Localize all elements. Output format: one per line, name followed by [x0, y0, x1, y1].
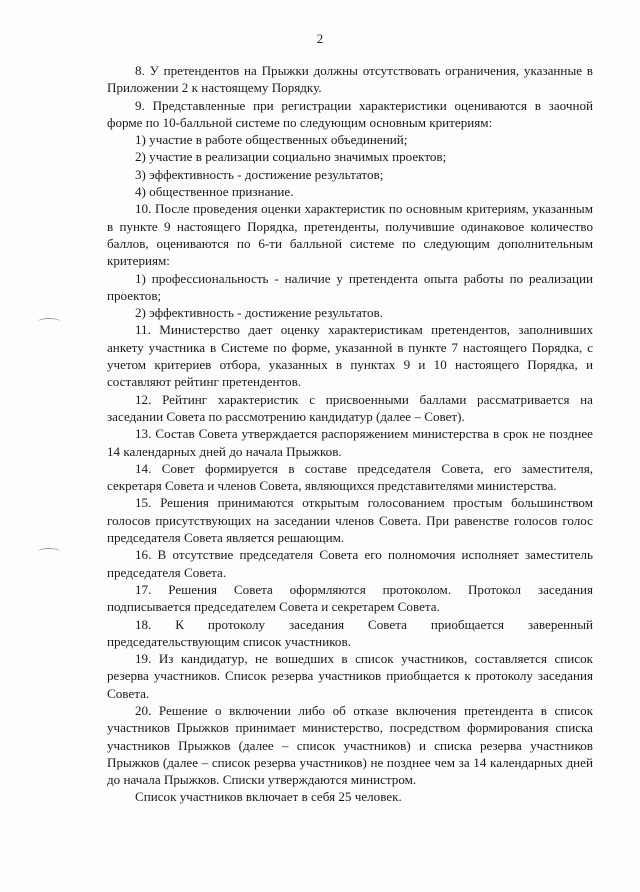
- paragraph-item-9: 9. Представленные при регистрации характеристики оцениваются в заочной форме по 10-балльной системе по следующим основным критериям:: [107, 97, 593, 130]
- criterion-1: 1) участие в работе общественных объединений;: [135, 132, 408, 148]
- criterion-2: 2) участие в реализации социально значимых проектов;: [135, 149, 447, 165]
- additional-criterion-1: 1) профессиональность - наличие у претендента опыта работы по реализации проектов;: [107, 270, 593, 303]
- paragraph-item-11: 11. Министерство дает оценку характеристикам претендентов, заполнивших анкету участника в Системе по форме, указанной в пункте 7 настоящего Порядка, с учетом критериев отбора, указанных в пунктах 9 и 10 настоящего Порядка, и составляют рейтинг претендентов.: [107, 322, 593, 390]
- page-number: 2: [316, 31, 324, 46]
- document-body: [107, 62, 593, 806]
- paragraph-item-18: 18. К протоколу заседания Совета приобщается заверенный председательствующим список участников.: [107, 616, 593, 649]
- paragraph-item-10: 10. После проведения оценки характеристик по основным критериям, указанным в пункте 9 настоящего Порядка, претенденты, получившие одинаковое количество баллов, оцениваются по 6-ти балльной системе по следующим дополнительным критериям:: [107, 201, 593, 269]
- paragraph-item-15: 15. Решения принимаются открытым голосованием простым большинством голосов присутствующих на заседании членов Совета. При равенстве голосов голос председателя Совета является решающим.: [107, 495, 593, 546]
- scan-artifact-mark: [38, 318, 60, 325]
- paragraph-item-12: 12. Рейтинг характеристик с присвоенными баллами рассматривается на заседании Совета по рассмотрению кандидатур (далее – Совет).: [107, 391, 593, 424]
- paragraph-item-8: 8. У претендентов на Прыжки должны отсутствовать ограничения, указанные в Приложении 2 к настоящему Порядку.: [107, 63, 593, 96]
- paragraph-item-14: 14. Совет формируется в составе председателя Совета, его заместителя, секретаря Совета и членов Совета, являющихся представителями министерства.: [107, 460, 593, 494]
- criterion-3: 3) эффективность - достижение результатов;: [135, 166, 384, 182]
- paragraph-item-13: 13. Состав Совета утверждается распоряжением министерства в срок не позднее 14 календарных дней до начала Прыжков.: [107, 426, 593, 459]
- paragraph-item-20: 20. Решение о включении либо об отказе включения претендента в список участников Прыжков принимает министерство, посредством формирования списка участников Прыжков (далее – список участников) и списка резерва участников Прыжков (далее – список резерва участников) не позднее чем за 14 календарных дней до начала Прыжков. Списки утверждаются министром.: [107, 702, 593, 788]
- participants-count-note: Список участников включает в себя 25 человек.: [135, 789, 402, 805]
- paragraph-item-16: 16. В отсутствие председателя Совета его полномочия исполняет заместитель председателя Совета.: [107, 547, 593, 580]
- scan-artifact-mark: [38, 548, 60, 555]
- additional-criterion-2: 2) эффективность - достижение результатов.: [135, 305, 383, 321]
- paragraph-item-17: 17. Решения Совета оформляются протоколом. Протокол заседания подписывается председателем Совета и секретарем Совета.: [107, 581, 593, 615]
- criterion-4: 4) общественное признание.: [135, 184, 294, 200]
- paragraph-item-19: 19. Из кандидатур, не вошедших в список участников, составляется список резерва участников. Список резерва участников приобщается к протоколу заседания Совета.: [107, 651, 593, 701]
